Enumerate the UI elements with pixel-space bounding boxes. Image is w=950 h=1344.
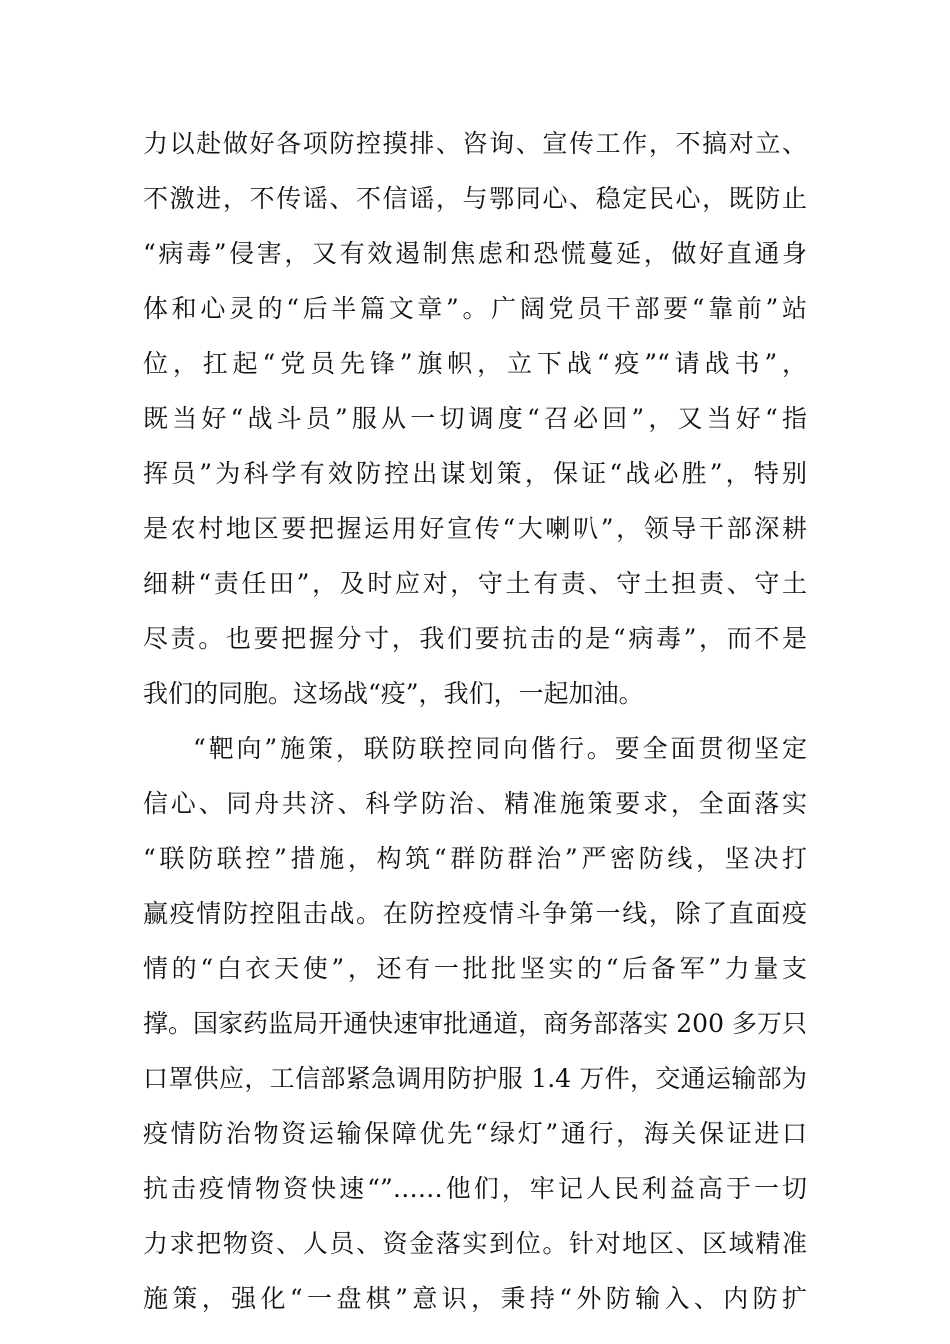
text-line: 是农村地区要把握运用好宣传“大喇叭”，领导干部深耕 bbox=[143, 514, 807, 543]
text-line: 情的“白衣天使”，还有一批批坚实的“后备军”力量支 bbox=[143, 954, 807, 983]
text-line: 细耕“责任田”，及时应对，守土有责、守土担责、守土 bbox=[143, 569, 807, 598]
text-line: “病毒”侵害，又有效遏制焦虑和恐慌蔓延，做好直通身 bbox=[143, 239, 807, 268]
text-line: 不激进，不传谣、不信谣，与鄂同心、稳定民心，既防止 bbox=[143, 184, 807, 213]
text-line: 口罩供应，工信部紧急调用防护服 1.4 万件，交通运输部为 bbox=[143, 1064, 807, 1093]
text-line: 抗击疫情物资快速“”……他们，牢记人民利益高于一切 bbox=[143, 1174, 807, 1203]
text-line: 疫情防治物资运输保障优先“绿灯”通行，海关保证进口 bbox=[143, 1119, 807, 1148]
text-line: 尽责。也要把握分寸，我们要抗击的是“病毒”，而不是 bbox=[143, 624, 807, 653]
text-line: 撑。国家药监局开通快速审批通道，商务部落实 200 多万只 bbox=[143, 1009, 807, 1038]
text-line: 施策，强化“一盘棋”意识，秉持“外防输入、内防扩 bbox=[143, 1284, 807, 1313]
paragraph-first-line: “靶向”施策，联防联控同向偕行。要全面贯彻坚定 bbox=[193, 734, 807, 763]
text-line: 位，扛起“党员先锋”旗帜，立下战“疫”“请战书”， bbox=[143, 349, 807, 378]
text-line: 我们的同胞。这场战“疫”，我们，一起加油。 bbox=[143, 679, 644, 708]
text-line: “联防联控”措施，构筑“群防群治”严密防线，坚决打 bbox=[143, 844, 807, 873]
text-line: 力求把物资、人员、资金落实到位。针对地区、区域精准 bbox=[143, 1229, 807, 1258]
text-line: 赢疫情防控阻击战。在防控疫情斗争第一线，除了直面疫 bbox=[143, 899, 807, 928]
text-line: 力以赴做好各项防控摸排、咨询、宣传工作，不搞对立、 bbox=[143, 129, 807, 158]
text-line: 信心、同舟共济、科学防治、精准施策要求，全面落实 bbox=[143, 789, 807, 818]
text-line: 既当好“战斗员”服从一切调度“召必回”，又当好“指 bbox=[143, 404, 807, 433]
text-line: 挥员”为科学有效防控出谋划策，保证“战必胜”，特别 bbox=[143, 459, 807, 488]
text-line: 体和心灵的“后半篇文章”。广阔党员干部要“靠前”站 bbox=[143, 294, 807, 323]
